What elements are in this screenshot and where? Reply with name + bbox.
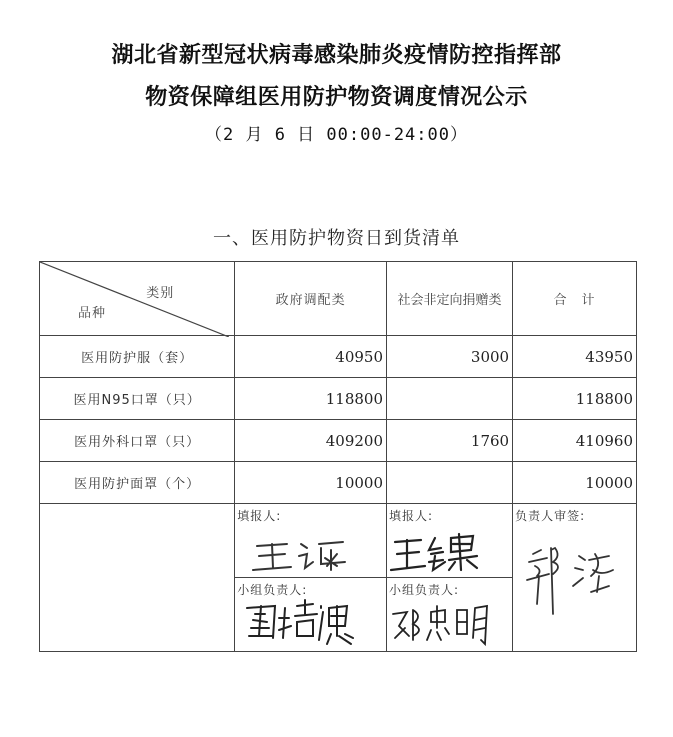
total-value: 410960 (513, 420, 637, 462)
total-value: 43950 (513, 336, 637, 378)
diagonal-line (40, 262, 229, 337)
table-row (40, 462, 637, 504)
item-name: 医用外科口罩（只） (40, 420, 235, 462)
handwritten-signature-leader-2 (387, 578, 513, 652)
handwritten-signature-leader-1 (235, 578, 385, 652)
document-title-line2: 物资保障组医用防护物资调度情况公示 (145, 84, 528, 110)
reviewer-label: 负责人审签: (515, 509, 586, 523)
column-header-government: 政府调配类 (235, 262, 387, 336)
column-header-social: 社会非定向捐赠类 (387, 262, 513, 336)
handwritten-signature-filler-2 (387, 504, 513, 578)
leader-label: 小组负责人: (237, 583, 308, 597)
handwritten-signature-filler-1 (235, 504, 385, 578)
leader-signature-cell-1 (235, 578, 387, 652)
corner-label-item: 品种 (78, 306, 107, 321)
corner-label-category: 类别 (146, 286, 175, 301)
reviewer-signature-cell (513, 504, 637, 652)
handwritten-signature-reviewer (513, 504, 637, 654)
signature-blank-cell (40, 504, 235, 652)
column-header-total: 合 计 (513, 262, 637, 336)
filler-signature-cell-1 (235, 504, 387, 578)
table-row (40, 420, 637, 462)
social-value (387, 378, 513, 420)
government-value: 10000 (235, 462, 387, 504)
social-value: 3000 (387, 336, 513, 378)
government-value: 118800 (235, 378, 387, 420)
item-name: 医用防护服（套） (40, 336, 235, 378)
social-value (387, 462, 513, 504)
date-range: （2 月 6 日 00:00-24:00） (205, 125, 468, 145)
section-title: 一、医用防护物资日到货清单 (213, 228, 460, 249)
government-value: 40950 (235, 336, 387, 378)
supplies-table (39, 261, 637, 652)
table-header-row (40, 262, 637, 336)
total-value: 10000 (513, 462, 637, 504)
item-name: 医用N95口罩（只） (40, 378, 235, 420)
signature-row-filler (40, 504, 637, 578)
table-row (40, 378, 637, 420)
filler-signature-cell-2 (387, 504, 513, 578)
leader-signature-cell-2 (387, 578, 513, 652)
leader-label: 小组负责人: (389, 583, 460, 597)
social-value: 1760 (387, 420, 513, 462)
filler-label: 填报人: (237, 509, 282, 523)
total-value: 118800 (513, 378, 637, 420)
document-title-line1: 湖北省新型冠状病毒感染肺炎疫情防控指挥部 (111, 42, 562, 68)
government-value: 409200 (235, 420, 387, 462)
corner-header-cell (40, 262, 235, 336)
filler-label: 填报人: (389, 509, 434, 523)
table-row (40, 336, 637, 378)
item-name: 医用防护面罩（个） (40, 462, 235, 504)
